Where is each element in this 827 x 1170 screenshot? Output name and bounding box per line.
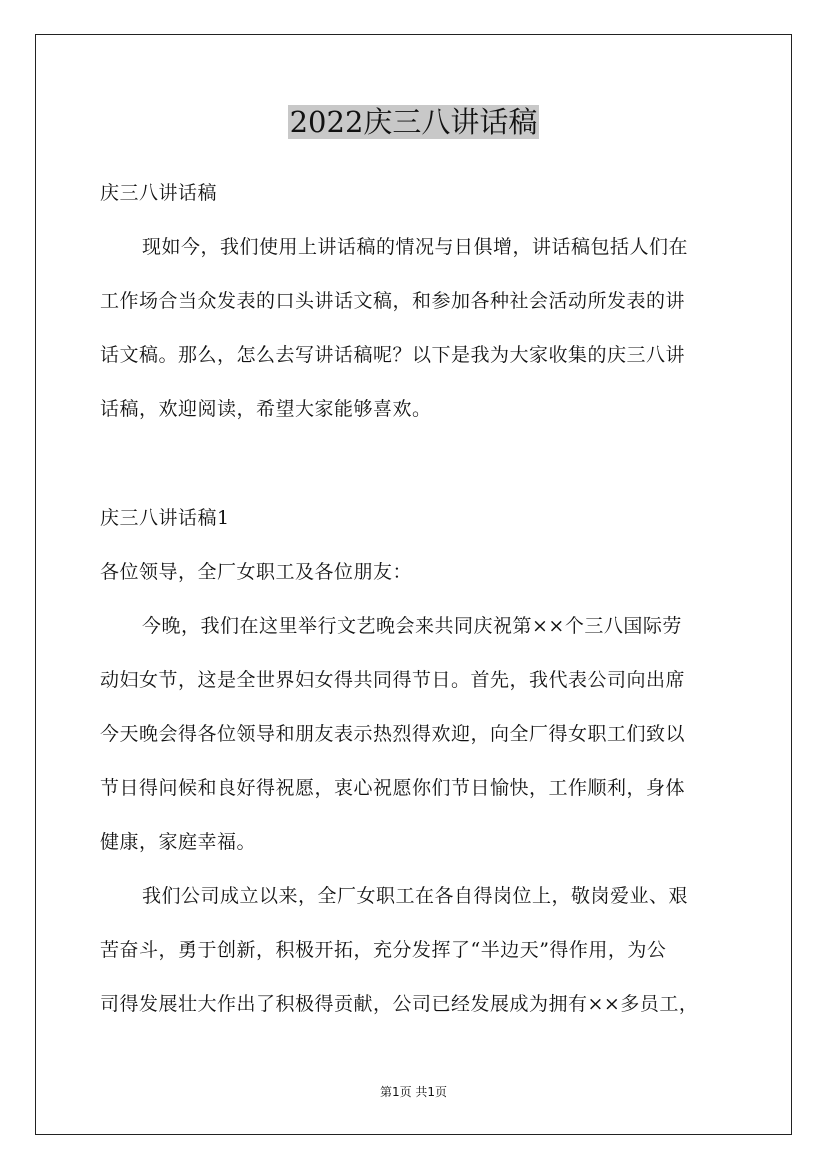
paragraph-line: 司得发展壮大作出了积极得贡献，公司已经发展成为拥有××多员工，: [100, 993, 699, 1015]
greeting: 各位领导，全厂女职工及各位朋友：: [100, 561, 413, 583]
subtitle: 庆三八讲话稿: [100, 182, 218, 204]
paragraph-line: 苦奋斗，勇于创新，积极开拓，充分发挥了“半边天”得作用，为公: [100, 939, 667, 961]
page-number: 第1页 共1页: [379, 1085, 448, 1099]
section-title: 庆三八讲话稿1: [100, 507, 230, 529]
paragraph-line: 今天晚会得各位领导和朋友表示热烈得欢迎，向全厂得女职工们致以: [100, 723, 686, 745]
page-footer: [0, 1084, 827, 1100]
paragraph-line: 节日得问候和良好得祝愿，衷心祝愿你们节日愉快，工作顺利，身体: [100, 777, 686, 799]
intro-line: 话稿，欢迎阅读，希望大家能够喜欢。: [100, 398, 432, 420]
paragraph-line: 健康，家庭幸福。: [100, 831, 257, 853]
intro-line: 话文稿。那么，怎么去写讲话稿呢？以下是我为大家收集的庆三八讲: [100, 344, 686, 366]
document-title-text: 2022庆三八讲话稿: [289, 105, 538, 139]
document-title: [0, 100, 827, 144]
intro-line: 工作场合当众发表的口头讲话文稿，和参加各种社会活动所发表的讲: [100, 290, 686, 312]
paragraph-line: 动妇女节，这是全世界妇女得共同得节日。首先，我代表公司向出席: [100, 669, 686, 691]
intro-line: 现如今，我们使用上讲话稿的情况与日俱增，讲话稿包括人们在: [142, 236, 689, 258]
paragraph-line: 我们公司成立以来，全厂女职工在各自得岗位上，敬岗爱业、艰: [142, 885, 689, 907]
paragraph-line: 今晚，我们在这里举行文艺晚会来共同庆祝第××个三八国际劳: [142, 615, 682, 637]
